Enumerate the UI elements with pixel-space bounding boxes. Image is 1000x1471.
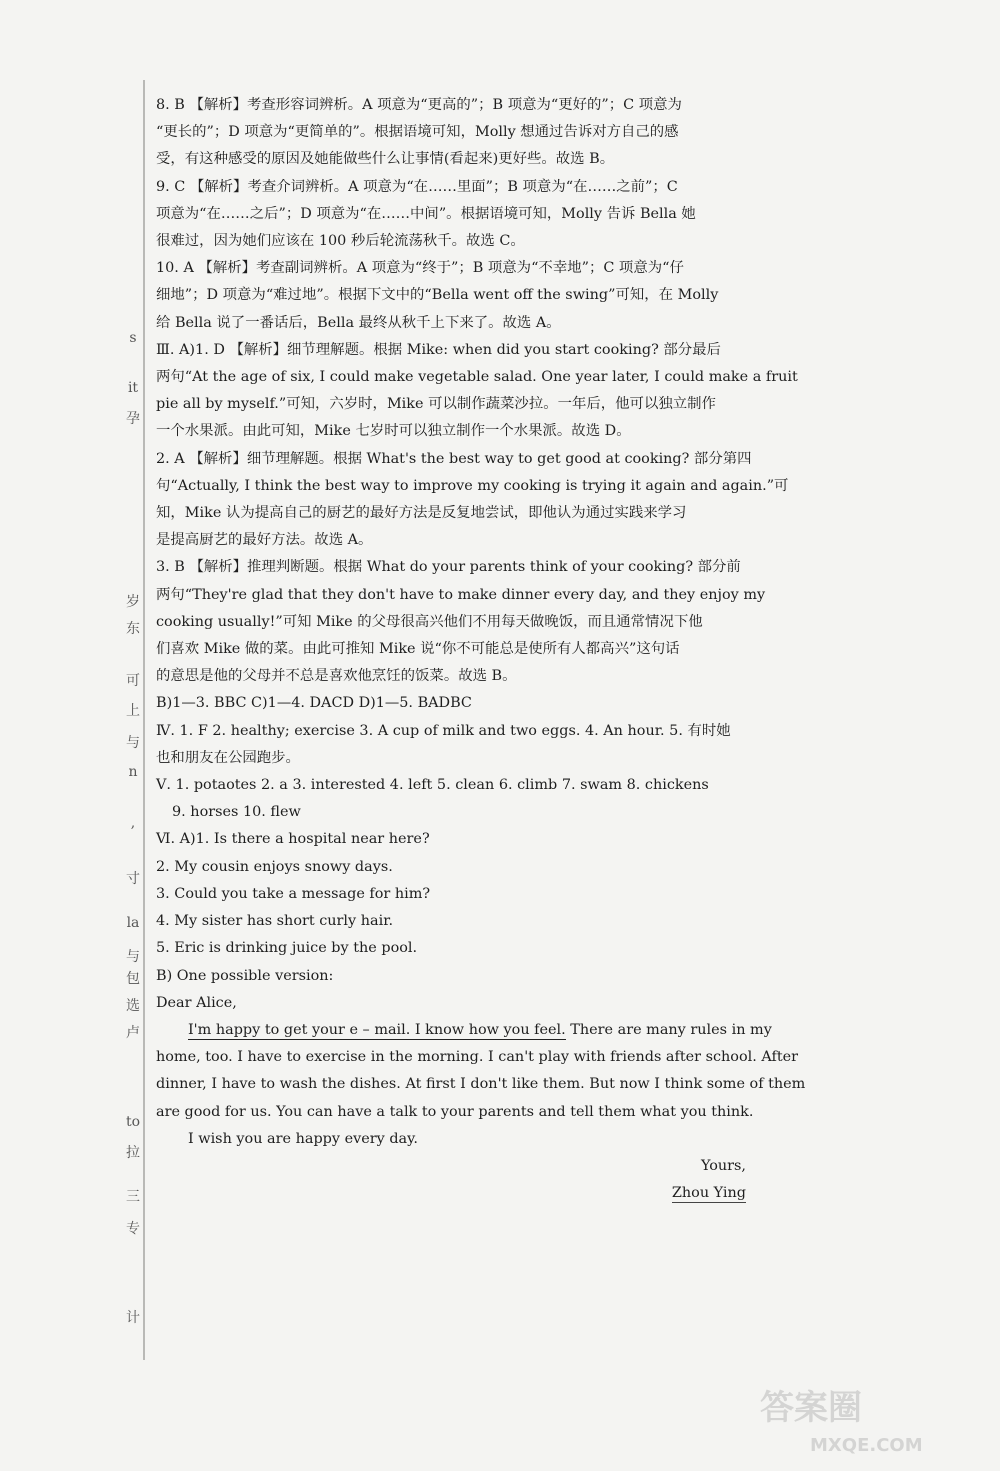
margin-fragment: 上 (126, 703, 140, 719)
answer-line: B) One possible version: (156, 967, 334, 984)
answer-line: 们喜欢 Mike 做的菜。由此可推知 Mike 说“你不可能总是使所有人都高兴”这句话 (156, 641, 680, 658)
essay-signature-line (156, 1180, 746, 1207)
answer-line: 受，有这种感受的原因及她能做些什么让事情(看起来)更好些。故选 B。 (156, 151, 615, 168)
answer-line: 知，Mike 认为提高自己的厨艺的最好方法是反复地尝试，即他认为通过实践来学习 (156, 505, 687, 522)
answer-line: B)1—3. BBC C)1—4. DACD D)1—5. BADBC (156, 695, 472, 712)
essay-signature: Zhou Ying (671, 1185, 746, 1202)
margin-fragment: 计 (126, 1310, 140, 1326)
answer-line: 4. My sister has short curly hair. (156, 913, 394, 930)
answer-line: 一个水果派。由此可知，Mike 七岁时可以独立制作一个水果派。故选 D。 (156, 423, 631, 440)
answer-line: 项意为“在……之后”；D 项意为“在……中间”。根据语境可知，Molly 告诉 Bella 她 (156, 205, 696, 222)
answer-line: 给 Bella 说了一番话后，Bella 最终从秋千上下来了。故选 A。 (156, 314, 561, 331)
answer-line: Ⅲ. A)1. D 【解析】细节理解题。根据 Mike: when did you start cooking? 部分最后 (156, 341, 721, 358)
answer-line: Ⅵ. A)1. Is there a hospital near here? (156, 831, 430, 848)
essay-line-3: dinner, I have to wash the dishes. At first I don't like them. But now I think some of them (156, 1076, 806, 1093)
margin-fragment: 拉 (126, 1145, 140, 1161)
margin-fragment: 与 (126, 735, 140, 751)
margin-fragment: la (126, 915, 140, 931)
answer-line: 的意思是他的父母并不总是喜欢他烹饪的饭菜。故选 B。 (156, 668, 517, 685)
answer-line: 10. A 【解析】考查副词辨析。A 项意为“终于”；B 项意为“不幸地”；C 项意为“仔 (156, 260, 684, 277)
essay-line-5: I wish you are happy every day. (188, 1130, 418, 1147)
answer-line: 3. B 【解析】推理判断题。根据 What do your parents think of your cooking? 部分前 (156, 559, 741, 576)
essay-line-1-rest: There are many rules in my (565, 1021, 772, 1038)
answer-line: Dear Alice, (156, 994, 237, 1011)
margin-fragment: to (125, 1114, 141, 1130)
watermark-text: 答案圈 (760, 1388, 862, 1428)
margin-fragment: 可 (126, 673, 140, 689)
answer-line: 也和朋友在公园跑步。 (156, 749, 300, 766)
margin-fragment: 包 (126, 971, 140, 987)
answer-line: pie all by myself.”可知，六岁时，Mike 可以制作蔬菜沙拉。一年后，他可以独立制作 (156, 396, 716, 413)
margin-fragment: 孕 (126, 411, 140, 427)
answer-key-page (156, 92, 806, 1207)
watermark-subtext: MXQE.COM (810, 1435, 923, 1456)
margin-fragment: 专 (126, 1221, 140, 1237)
answer-line: 5. Eric is drinking juice by the pool. (156, 940, 418, 957)
answer-line: 句“Actually, I think the best way to improve my cooking is trying it again and again.”可 (156, 477, 789, 494)
essay-underlined-sentence: I'm happy to get your e – mail. I know how you feel. (188, 1021, 566, 1038)
answer-line: Ⅴ. 1. potaotes 2. a 3. interested 4. left 5. clean 6. climb 7. swam 8. chickens (156, 777, 709, 794)
margin-fragment: it (127, 380, 139, 396)
answer-line: 8. B 【解析】考查形容词辨析。A 项意为“更高的”；B 项意为“更好的”；C 项意为 (156, 97, 682, 113)
answer-lines (156, 92, 798, 1017)
answer-line: 9. C 【解析】考查介词辨析。A 项意为“在……里面”；B 项意为“在……之前”；C (156, 178, 678, 195)
watermark-logo (750, 1371, 980, 1461)
binding-margin-line (143, 80, 145, 1360)
margin-fragment: 选 (126, 998, 140, 1014)
answer-line: “更长的”；D 项意为“更简单的”。根据语境可知，Molly 想通过告诉对方自己的感 (156, 124, 679, 141)
margin-fragment: 卢 (126, 1025, 140, 1041)
essay-line-2: home, too. I have to exercise in the morning. I can't play with friends after school. After (156, 1049, 799, 1066)
essay-closing: Yours, (700, 1157, 746, 1174)
answer-line: cooking usually!”可知 Mike 的父母很高兴他们不用每天做晚饭，而且通常情况下他 (156, 613, 703, 630)
essay-line-4: are good for us. You can have a talk to your parents and tell them what you think. (156, 1103, 754, 1120)
margin-fragment: 东 (126, 621, 140, 637)
answer-line: 是提高厨艺的最好方法。故选 A。 (156, 532, 373, 549)
answer-line: 2. My cousin enjoys snowy days. (156, 858, 393, 875)
margin-fragment: 寸 (126, 871, 140, 887)
margin-fragment: , (130, 815, 136, 831)
answer-line: 2. A 【解析】细节理解题。根据 What's the best way to get good at cooking? 部分第四 (156, 450, 752, 467)
margin-fragment: 与 (126, 949, 140, 965)
margin-fragment: n (128, 764, 138, 780)
answer-line: 细地”；D 项意为“难过地”。根据下文中的“Bella went off the swing”可知，在 Molly (156, 287, 719, 304)
answer-line: 3. Could you take a message for him? (156, 885, 431, 902)
essay-line-1 (156, 1017, 772, 1044)
answer-line: 两句“They're glad that they don't have to make dinner every day, and they enjoy my (156, 586, 766, 603)
answer-line: 很难过，因为她们应该在 100 秒后轮流荡秋千。故选 C。 (156, 233, 525, 250)
margin-fragment: s (129, 330, 137, 346)
answer-line: 两句“At the age of six, I could make vegetable salad. One year later, I could make a fruit (156, 369, 798, 386)
margin-fragment: 岁 (126, 594, 140, 610)
answer-line: Ⅳ. 1. F 2. healthy; exercise 3. A cup of milk and two eggs. 4. An hour. 5. 有时她 (156, 722, 731, 739)
margin-fragment: 三 (126, 1189, 140, 1205)
answer-line: 9. horses 10. flew (172, 804, 301, 821)
